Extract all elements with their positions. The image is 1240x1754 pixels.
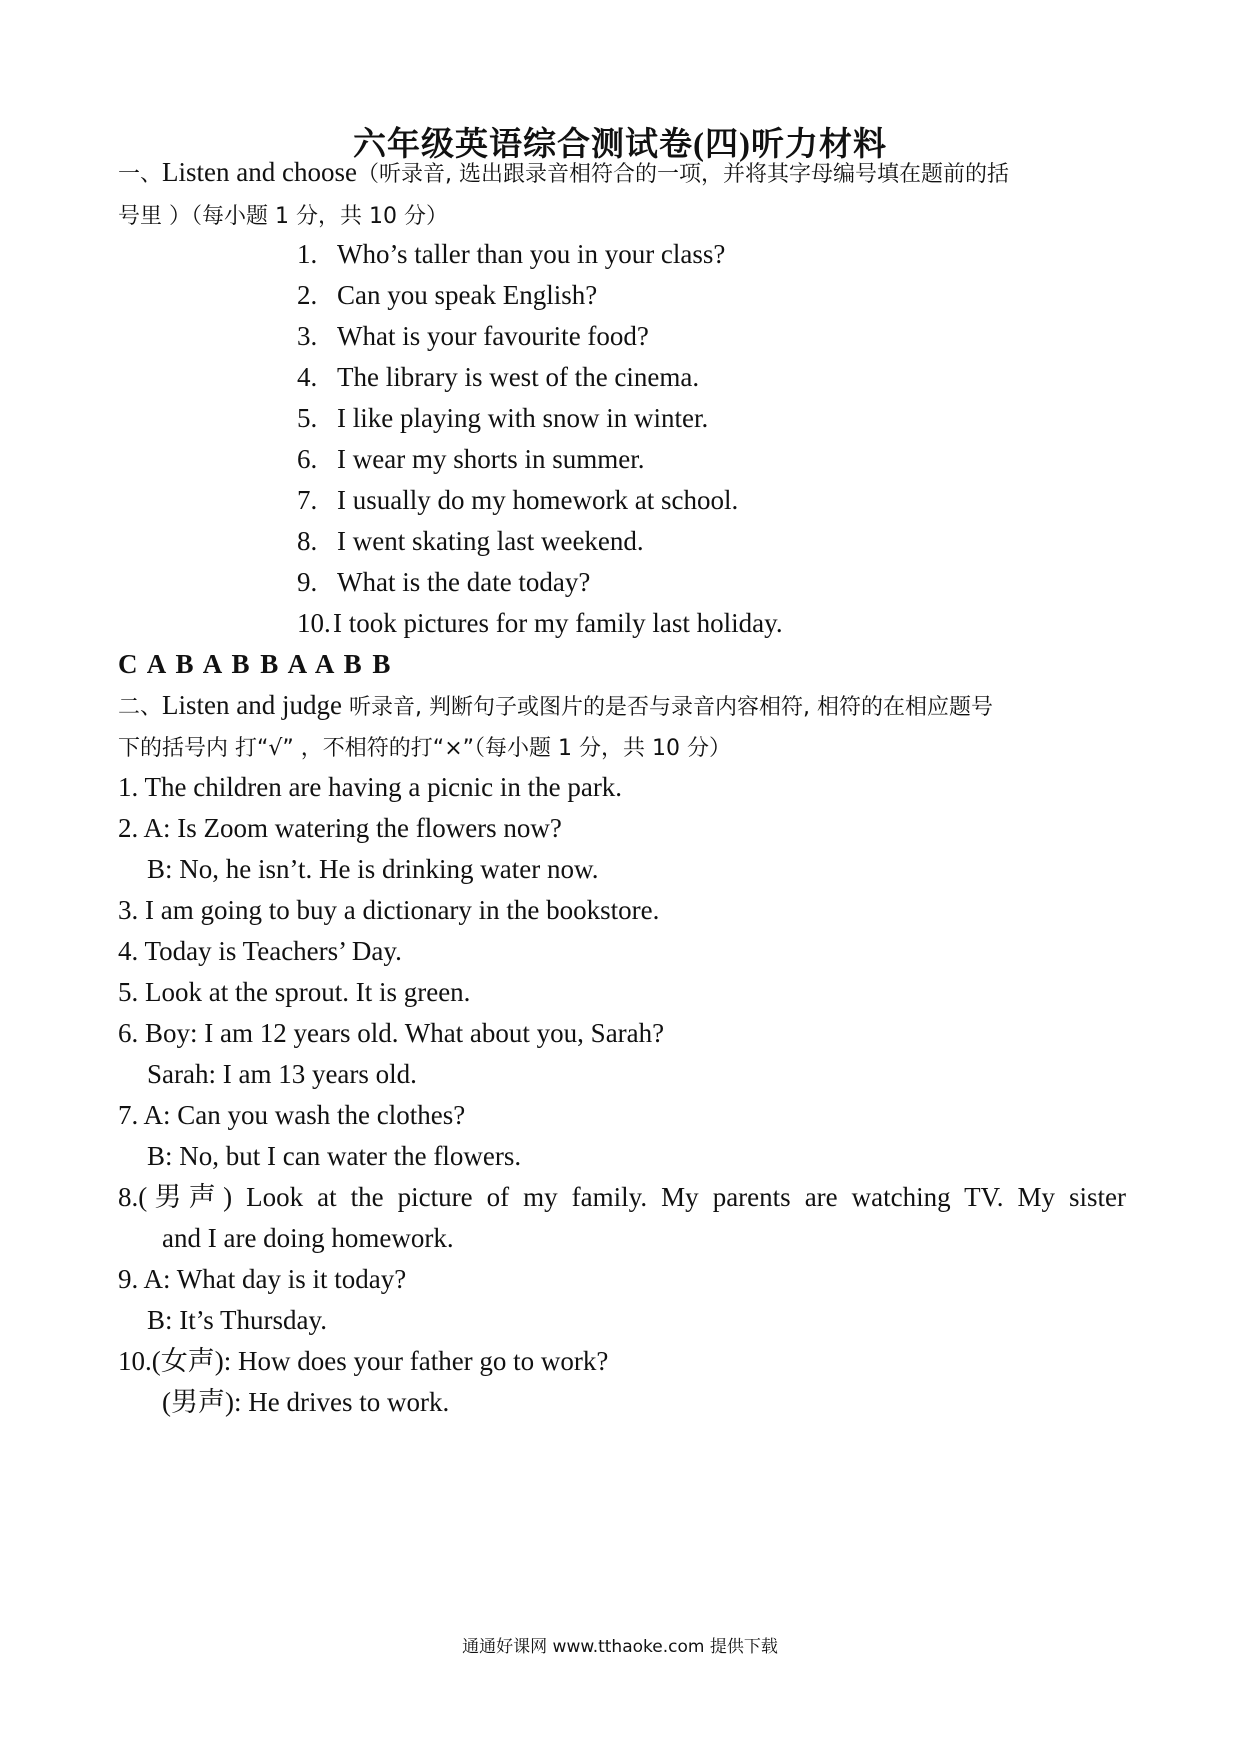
list-item: 6. Boy: I am 12 years old. What about you, Sarah? [118, 1018, 665, 1048]
list-item [297, 361, 699, 393]
item-number: 3. [297, 321, 318, 351]
list-item: B: No, but I can water the flowers. [147, 1141, 522, 1171]
item-text: What is the date today? [337, 567, 591, 597]
item-text: I took pictures for my family last holiday. [333, 608, 783, 638]
list-item [297, 566, 590, 598]
list-item [297, 484, 738, 516]
item-text: Who’s taller than you in your class? [337, 239, 726, 269]
list-item: 5. Look at the sprout. It is green. [118, 977, 471, 1007]
list-item: 7. A: Can you wash the clothes? [118, 1100, 466, 1130]
section1-instruction-line2 [118, 198, 448, 233]
list-item: 2. A: Is Zoom watering the flowers now? [118, 813, 562, 843]
item-number: 7. [297, 485, 318, 515]
item-text: The library is west of the cinema. [337, 362, 700, 392]
list-item [297, 279, 597, 311]
list-item [297, 402, 708, 434]
section2-instruction-line2 [118, 730, 731, 765]
page-footer: 通通好课网 www.tthaoke.com 提供下载 [462, 1637, 778, 1657]
list-item [297, 320, 649, 352]
list-item: B: It’s Thursday. [147, 1305, 327, 1335]
list-item [297, 525, 644, 557]
section2-heading-line [118, 689, 993, 724]
section1-heading: Listen and choose [162, 157, 357, 187]
section2-instruction-a: 听录音, 判断句子或图片的是否与录音内容相符, 相符的在相应题号 [341, 695, 993, 720]
item-text: I like playing with snow in winter. [337, 403, 709, 433]
list-item: and I are doing homework. [162, 1223, 454, 1253]
list-item: 3. I am going to buy a dictionary in the bookstore. [118, 895, 660, 925]
item-text: Look at the picture of my family. My parents are watching TV. My sister [246, 1182, 1126, 1212]
item-number: 8. [297, 526, 318, 556]
section1-number: 一、 [118, 162, 163, 187]
speaker-tag: 8.(男声) [118, 1182, 233, 1212]
list-item: Sarah: I am 13 years old. [147, 1059, 417, 1089]
speaker-tag: (男声) [162, 1387, 234, 1417]
item-number: 6. [297, 444, 318, 474]
list-item: 1. The children are having a picnic in the park. [118, 772, 623, 802]
section1-instruction-a: （听录音, 选出跟录音相符合的一项，并将其字母编号填在题前的括 [356, 162, 1009, 187]
item-text: I usually do my homework at school. [337, 485, 739, 515]
list-item [118, 1181, 1126, 1213]
list-item: 9. A: What day is it today? [118, 1264, 407, 1294]
section2-heading: Listen and judge [162, 690, 342, 720]
list-item [297, 443, 644, 475]
item-text: What is your favourite food? [337, 321, 649, 351]
list-item [297, 238, 725, 270]
item-text: I wear my shorts in summer. [337, 444, 645, 474]
item-number: 4. [297, 362, 318, 392]
list-item: 4. Today is Teachers’ Day. [118, 936, 402, 966]
item-text: : How does your father go to work? [223, 1346, 609, 1376]
section2-instruction-b: 下的括号内 打“√” ，不相符的打“×”（每小题 1 分，共 10 分） [118, 736, 731, 761]
list-item: B: No, he isn’t. He is drinking water now. [147, 854, 599, 884]
item-number: 5. [297, 403, 318, 433]
section2-number: 二、 [118, 695, 163, 720]
list-item [297, 607, 783, 639]
item-text: Can you speak English? [337, 280, 598, 310]
item-text: I went skating last weekend. [337, 526, 644, 556]
page-title: 六年级英语综合测试卷(四)听力材料 [353, 127, 887, 163]
item-number: 2. [297, 280, 318, 310]
section1-instruction-b: 号里 ）（每小题 1 分，共 10 分） [118, 204, 448, 229]
answer-key: C A B A B B A A B B [118, 649, 393, 679]
item-number: 9. [297, 567, 318, 597]
item-number: 1. [297, 239, 318, 269]
list-item [162, 1386, 449, 1418]
section1-heading-line [118, 156, 1009, 191]
item-text: : He drives to work. [233, 1387, 450, 1417]
list-item [118, 1345, 608, 1377]
speaker-tag: 10.(女声) [118, 1346, 224, 1376]
item-number: 10. [297, 608, 331, 638]
